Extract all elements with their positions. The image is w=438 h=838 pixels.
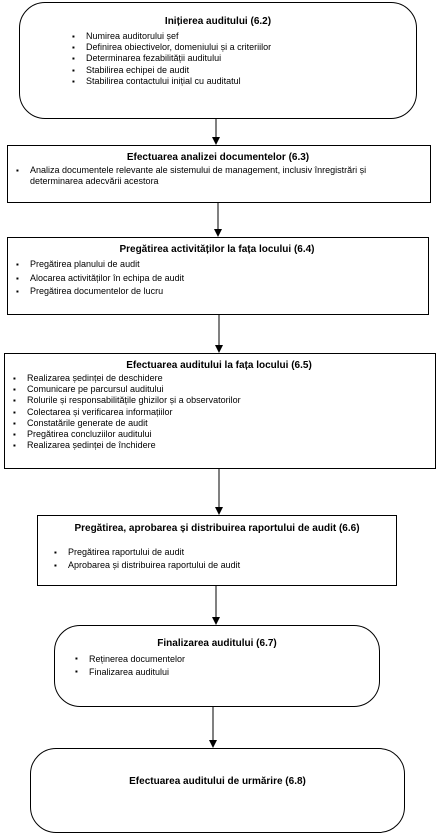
list-item: ▪ Rolurile și responsabilitățile ghizilor și a observatorilor bbox=[13, 395, 425, 406]
step-audit-completion bbox=[54, 625, 380, 707]
list-item: ▪ Comunicare pe parcursul auditului bbox=[13, 384, 425, 395]
step-item-list bbox=[75, 653, 369, 678]
step-onsite-preparation bbox=[7, 237, 429, 315]
step-audit-report bbox=[37, 515, 397, 586]
step-title: Efectuarea analizei documentelor (6.3) bbox=[126, 152, 310, 163]
step-initiation bbox=[19, 2, 417, 119]
list-item: ▪ Determinarea fezabilității auditului bbox=[72, 53, 406, 64]
list-item: ▪ Pregătirea planului de audit bbox=[16, 258, 418, 272]
list-item: ▪ Analiza documentele relevante ale sistemului de management, inclusiv înregistrări și determinarea adecvării acestora bbox=[16, 165, 420, 187]
step-follow-up-audit bbox=[30, 748, 405, 833]
step-title: Pregătirea activităților la fața locului (6.4) bbox=[119, 244, 315, 255]
step-title: Inițierea auditului (6.2) bbox=[164, 16, 272, 27]
list-item: ▪ Pregătirea documentelor de lucru bbox=[16, 285, 418, 299]
list-item: ▪ Constatările generate de audit bbox=[13, 418, 425, 429]
list-item: ▪ Aprobarea și distribuirea raportului de audit bbox=[54, 559, 386, 572]
step-item-list bbox=[13, 373, 425, 451]
step-title: Efectuarea auditului la fața locului (6.5) bbox=[126, 360, 312, 371]
list-item: ▪ Stabilirea contactului inițial cu auditatul bbox=[72, 76, 406, 87]
step-item-list bbox=[16, 165, 420, 187]
step-title: Pregătirea, aprobarea și distribuirea raportului de audit (6.6) bbox=[74, 523, 360, 534]
list-item: ▪ Definirea obiectivelor, domeniului și a criteriilor bbox=[72, 42, 406, 53]
step-onsite-audit bbox=[4, 353, 436, 469]
step-document-review bbox=[7, 145, 431, 203]
list-item: ▪ Reținerea documentelor bbox=[75, 653, 369, 666]
list-item: ▪ Numirea auditorului șef bbox=[72, 31, 406, 42]
step-item-list bbox=[72, 31, 406, 87]
list-item: ▪ Alocarea activităților în echipa de audit bbox=[16, 272, 418, 286]
list-item: ▪ Stabilirea echipei de audit bbox=[72, 65, 406, 76]
step-title: Finalizarea auditului (6.7) bbox=[157, 638, 277, 649]
list-item: ▪ Realizarea ședinței de deschidere bbox=[13, 373, 425, 384]
list-item: ▪ Pregătirea raportului de audit bbox=[54, 546, 386, 559]
step-item-list bbox=[48, 546, 386, 572]
list-item: ▪ Realizarea ședinței de închidere bbox=[13, 440, 425, 451]
step-item-list bbox=[16, 258, 418, 299]
list-item: ▪ Pregătirea concluziilor auditului bbox=[13, 429, 425, 440]
list-item: ▪ Colectarea și verificarea informațiilor bbox=[13, 407, 425, 418]
step-title: Efectuarea auditului de urmărire (6.8) bbox=[129, 776, 306, 787]
list-item: ▪ Finalizarea auditului bbox=[75, 666, 369, 679]
